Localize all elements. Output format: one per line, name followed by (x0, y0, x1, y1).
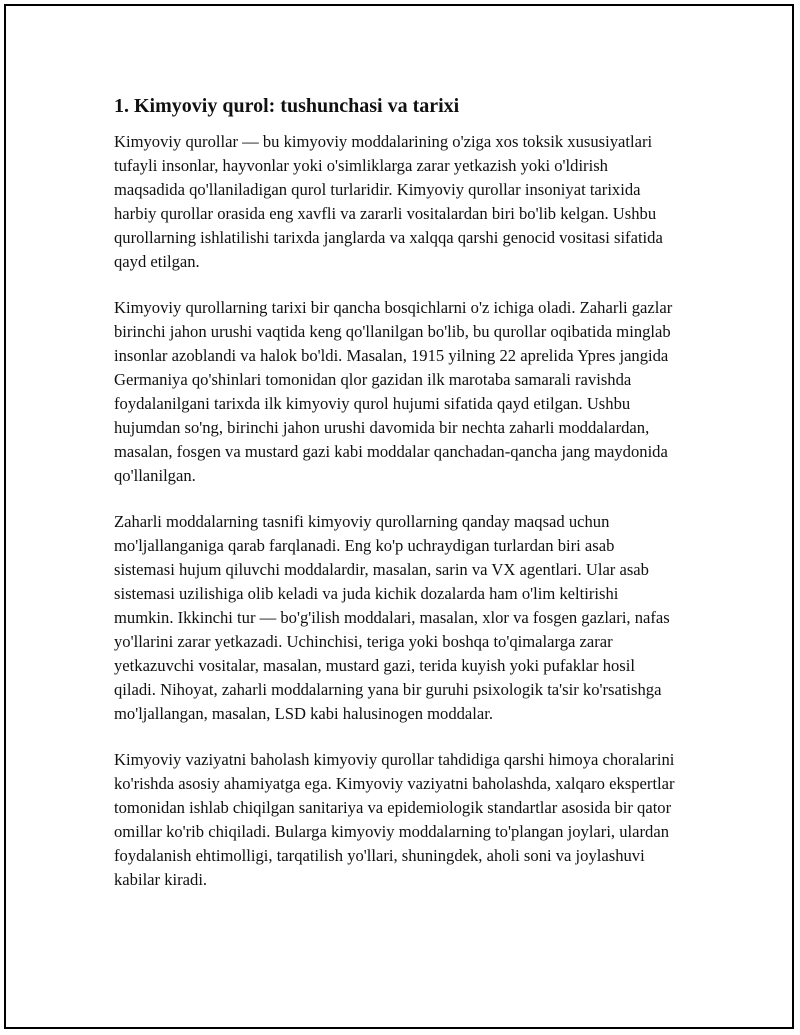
paragraph-definition: Kimyoviy qurollar — bu kimyoviy moddalarining o'ziga xos toksik xususiyatlari tufayli insonlar, hayvonlar yoki o'simliklarga zarar yetkazish yoki o'ldirish maqsadida qo'llaniladigan qurol turlaridir. Kimyoviy qurollar insoniyat tarixida harbiy qurollar orasida eng xavfli va zararli vositalardan biri bo'lib kelgan. Ushbu qurollarning ishlatilishi tarixda janglarda va xalqqa qarshi genocid vositasi sifatida qayd etilgan. (114, 132, 663, 271)
document-body (114, 93, 686, 914)
paragraph-assessment: Kimyoviy vaziyatni baholash kimyoviy qurollar tahdidiga qarshi himoya choralarini ko'rishda asosiy ahamiyatga ega. Kimyoviy vaziyatni baholashda, xalqaro ekspertlar tomonidan ishlab chiqilgan sanitariya va epidemiologik standartlar asosida bir qator omillar ko'rib chiqiladi. Bularga kimyoviy moddalarning to'plangan joylari, ulardan foydalanish ehtimolligi, tarqatilish yo'llari, shuningdek, aholi soni va joylashuvi kabilar kiradi. (114, 750, 675, 889)
section-heading: 1. Kimyoviy qurol: tushunchasi va tarixi (114, 95, 460, 117)
paragraph-classification: Zaharli moddalarning tasnifi kimyoviy qurollarning qanday maqsad uchun mo'ljallanganiga qarab farqlanadi. Eng ko'p uchraydigan turlardan biri asab sistemasi hujum qiluvchi moddalardir, masalan, sarin va VX agentlari. Ular asab sistemasi uzilishiga olib keladi va juda kichik dozalarda ham o'lim keltirishi mumkin. Ikkinchi tur — bo'g'ilish moddalari, masalan, xlor va fosgen gazlari, nafas yo'llarini zarar yetkazadi. Uchinchisi, teriga yoki boshqa to'qimalarga zarar yetkazuvchi vositalar, masalan, mustard gazi, terida kuyish yoki pufaklar hosil qiladi. Nihoyat, zaharli moddalarning yana bir guruhi psixologik ta'sir ko'rsatishga mo'ljallangan, masalan, LSD kabi halusinogen moddalar. (114, 512, 670, 723)
paragraph-history: Kimyoviy qurollarning tarixi bir qancha bosqichlarni o'z ichiga oladi. Zaharli gazlar birinchi jahon urushi vaqtida keng qo'llanilgan bo'lib, bu qurollar oqibatida minglab insonlar azoblandi va halok bo'ldi. Masalan, 1915 yilning 22 aprelida Ypres jangida Germaniya qo'shinlari tomonidan qlor gazidan ilk marotaba samarali ravishda foydalanilgani tarixda ilk kimyoviy qurol hujumi sifatida qayd etilgan. Ushbu hujumdan so'ng, birinchi jahon urushi davomida bir nechta zaharli moddalardan, masalan, fosgen va mustard gazi kabi moddalar qanchadan-qancha jang maydonida qo'llanilgan. (114, 298, 673, 485)
